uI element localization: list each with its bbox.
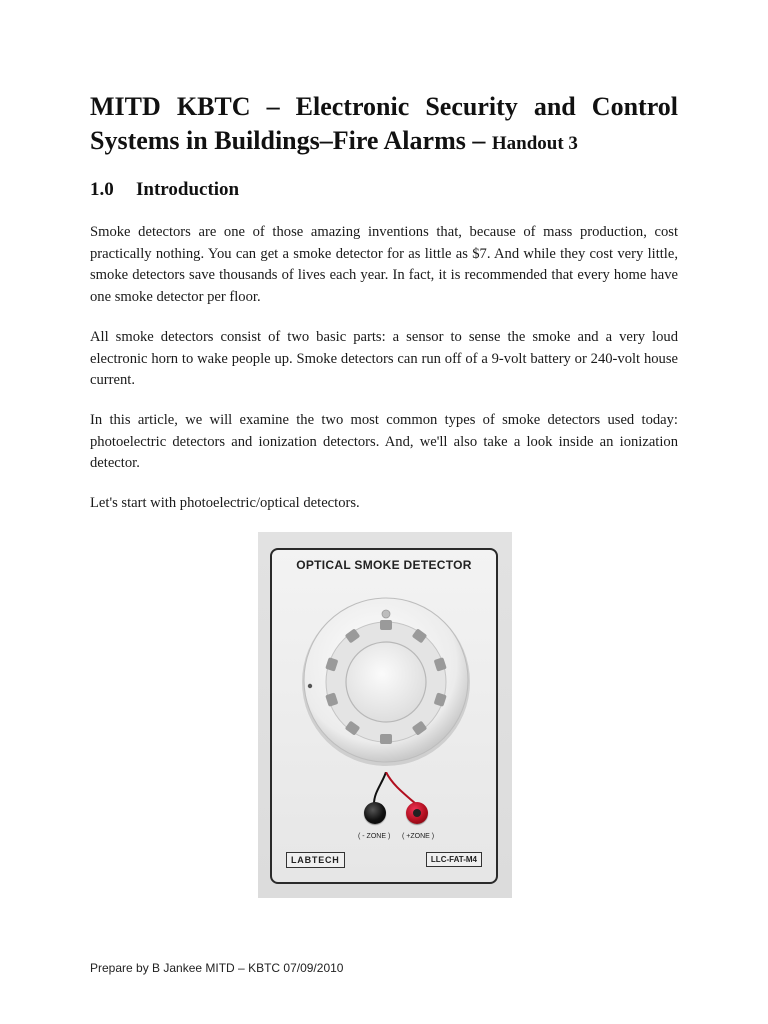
zone-positive-label: ( +ZONE ) [402, 833, 435, 840]
paragraph-3: In this article, we will examine the two most common types of smoke detectors used today: photoelectric detectors and ionization detectors. And, we'll also take a look inside an ionization detector. [90, 412, 678, 471]
title-handout: Handout 3 [491, 133, 578, 154]
brand-label: LABTECH [286, 852, 345, 868]
section-number: 1.0 [90, 179, 114, 200]
paragraph-2: All smoke detectors consist of two basic parts: a sensor to sense the smoke and a very loud electronic horn to wake people up. Smoke detectors can run off of a 9-volt battery or 240-volt house current. [90, 329, 678, 388]
title-main: MITD KBTC – Electronic Security and Control Systems in Buildings–Fire Alarms – [90, 92, 678, 155]
section-title: Introduction [136, 179, 240, 200]
paragraph-4: Let's start with photoelectric/optical detectors. [90, 495, 360, 511]
smoke-detector-icon [296, 594, 476, 774]
page-footer: Prepare by B Jankee MITD – KBTC 07/09/2010 [90, 961, 344, 975]
negative-terminal [364, 802, 386, 824]
zone-negative-label: ( - ZONE ) [358, 833, 391, 840]
section-heading [90, 178, 239, 202]
smoke-detector-photo [258, 532, 512, 898]
paragraph-1: Smoke detectors are one of those amazing inventions that, because of mass production, cost practically nothing. You can get a smoke detector for as little as $7. And while they cost very little, smoke detectors save thousands of lives each year. In fact, it is recommended that every home have one smoke detector per floor. [90, 224, 678, 305]
document-title [90, 90, 678, 161]
detector-wires [356, 772, 416, 806]
positive-terminal [406, 802, 428, 824]
detector-panel [270, 548, 498, 884]
panel-title: OPTICAL SMOKE DETECTOR [296, 558, 472, 572]
model-label: LLC-FAT-M4 [426, 852, 482, 867]
